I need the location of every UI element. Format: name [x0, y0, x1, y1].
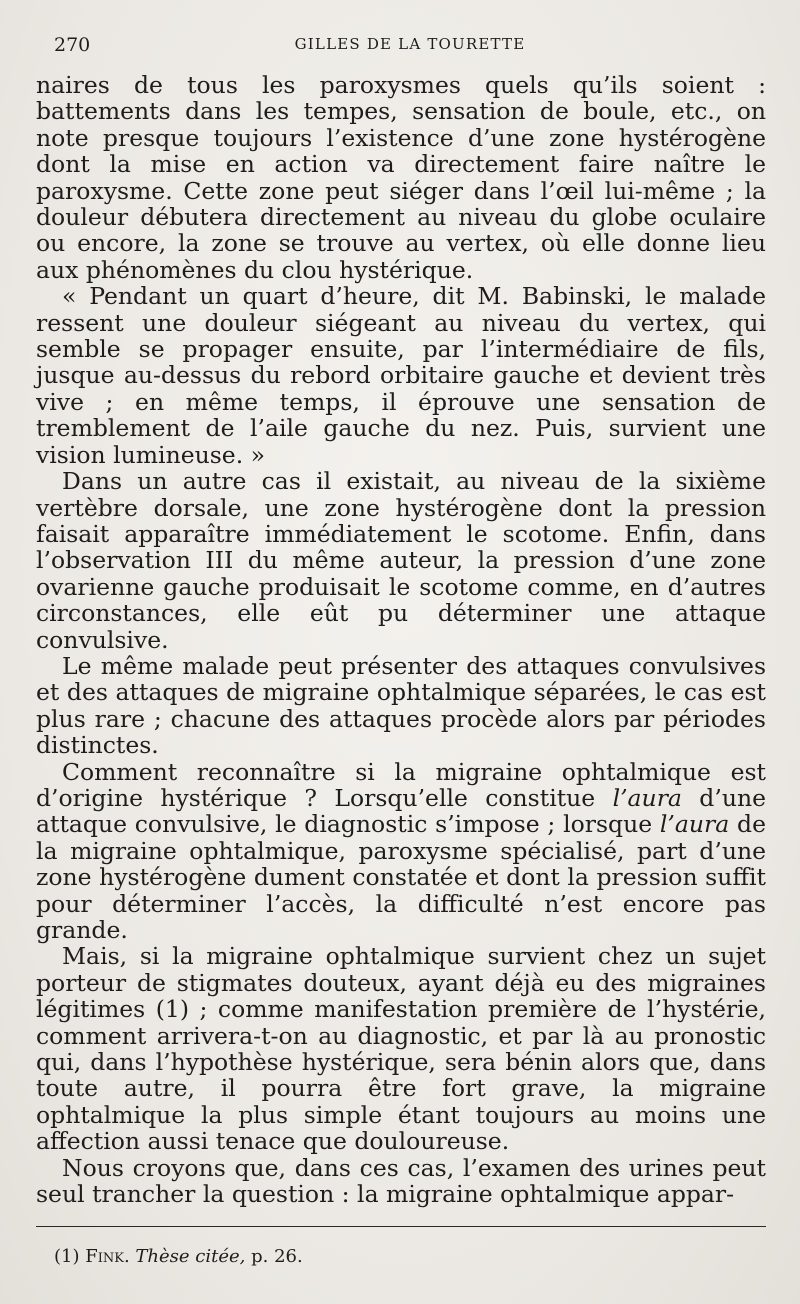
italic-term: l’aura [659, 810, 730, 839]
running-head: GILLES DE LA TOURETTE [294, 35, 526, 53]
paragraph-text: Mais, si la migraine ophtalmique survient chez un sujet porteur de stigmates douteux, ayant déjà eu des migraines légitimes (1) ; comme manifestation première de l’hystérie, comment arrivera-t-on au diagnostic, et par là au pronostic qui, dans l’hypothèse hystérique, sera bénin alors que, dans toute autre, il pourra être fort grave, la migraine ophtalmique la plus simple étant toujours au moins une affection aussi tenace que douloureuse. [36, 942, 766, 1156]
footnote-marker: (1) [54, 1246, 80, 1267]
footnote-page: p. 26. [251, 1246, 303, 1267]
paragraph [36, 759, 766, 944]
footnote-title: Thèse citée, [135, 1246, 246, 1267]
paragraph [36, 1155, 766, 1208]
body-text [36, 72, 766, 1207]
paragraph [36, 943, 766, 1154]
page-number: 270 [54, 34, 91, 56]
paragraph-text: Nous croyons que, dans ces cas, l’examen des urines peut seul trancher la question : la migraine ophtalmique appar- [36, 1153, 766, 1209]
paragraph-text: naires de tous les paroxysmes quels qu’ils soient : battements dans les tempes, sensation de boule, etc., on note presque toujours l’existence d’une zone hystérogène dont la mise en action va directement faire naître le paroxysme. Cette zone peut siéger dans l’œil lui-même ; la douleur débutera directement au niveau du globe oculaire ou encore, la zone se trouve au vertex, où elle donne lieu aux phénomènes du clou hystérique. [36, 71, 766, 284]
paragraph [36, 283, 766, 468]
footnote-author: Fink. [85, 1246, 130, 1267]
paragraph-text: de la migraine ophtalmique, paroxysme spécialisé, part d’une zone hystérogène dument constatée et dont la pression suffit pour déterminer l’accès, la difficulté n’est encore pas grande. [36, 810, 766, 944]
paragraph [36, 72, 766, 283]
footnote-rule [36, 1226, 766, 1227]
italic-term: l’aura [612, 783, 682, 812]
paragraph-text: « Pendant un quart d’heure, dit M. Babinski, le malade ressent une douleur siégeant au niveau du vertex, qui semble se propager ensuite, par l’intermédiaire de fils, jusque au-dessus du rebord orbitaire gauche et devient très vive ; en même temps, il éprouve une sensation de tremblement de l’aile gauche du nez. Puis, survient une vision lumineuse. » [36, 282, 766, 469]
paragraph [36, 468, 766, 653]
paragraph-text: Comment reconnaître si la migraine ophtalmique est d’origine hystérique ? Lorsqu’elle constitue [36, 757, 766, 812]
paragraph-text: Dans un autre cas il existait, au niveau de la sixième vertèbre dorsale, une zone hystérogène dont la pression faisait apparaître immédiatement le scotome. Enfin, dans l’observation III du même auteur, la pression d’une zone ovarienne gauche produisait le scotome comme, en d’autres circonstances, elle eût pu déterminer une attaque convulsive. [36, 467, 766, 654]
paragraph [36, 653, 766, 759]
paragraph-text: d’une attaque convulsive, le diagnostic s’impose ; lorsque [36, 783, 767, 839]
paragraph-text: Le même malade peut présenter des attaques convulsives et des attaques de migraine ophtalmique séparées, le cas est plus rare ; chacune des attaques procède alors par périodes distinctes. [36, 651, 766, 760]
footnote [54, 1246, 303, 1268]
page-header [54, 34, 766, 58]
